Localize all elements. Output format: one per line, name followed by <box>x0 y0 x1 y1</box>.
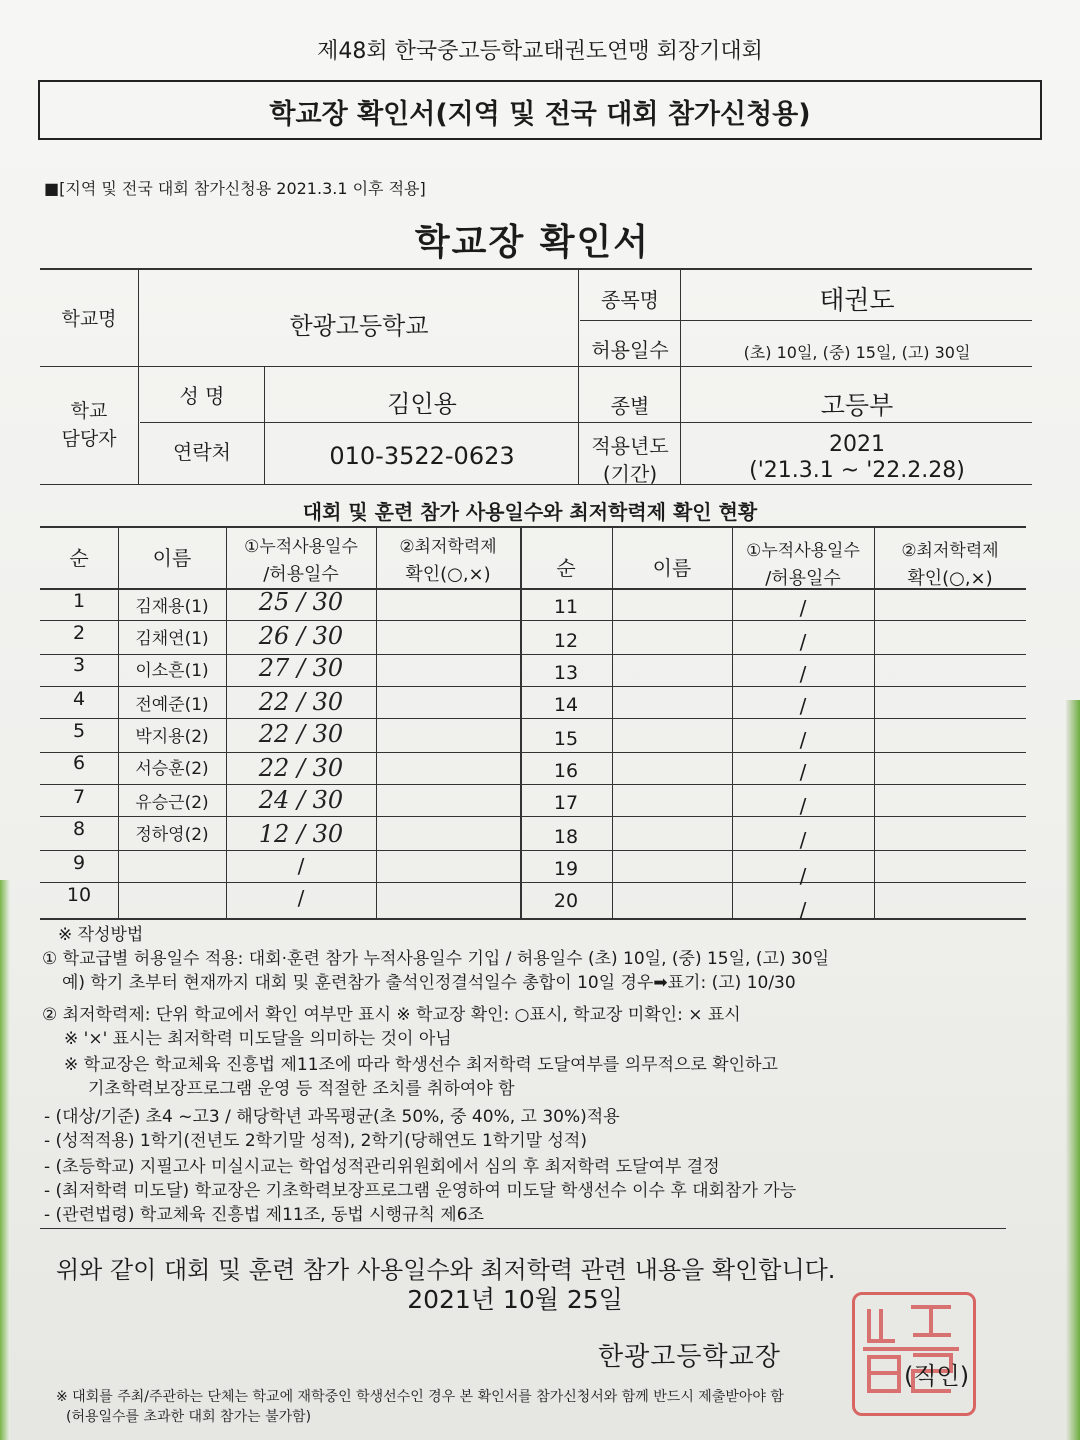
manager-name: 김인용 <box>387 390 457 418</box>
contact-value: 010-3522-0623 <box>329 442 515 470</box>
right-row-days: / <box>799 898 807 922</box>
table-row-line <box>40 816 1026 817</box>
table-row-line <box>40 620 1026 621</box>
right-row-no: 18 <box>553 826 579 848</box>
left-row-days: 27 / 30 <box>258 654 344 682</box>
year-label: 적용년도 <box>591 434 669 458</box>
col-days: ①누적사용일수 <box>244 537 358 557</box>
col-min-right-2: 확인(○,×) <box>907 568 993 589</box>
right-row-days: / <box>799 760 807 784</box>
col-days-2: /허용일수 <box>263 564 339 585</box>
background-edge-left <box>0 880 10 1440</box>
right-row-days: / <box>799 596 807 620</box>
left-row-name: 정하영(2) <box>135 825 209 845</box>
footnote-2: (허용일수를 초과한 대회 참가는 불가함) <box>66 1409 312 1425</box>
info-line <box>140 422 1032 423</box>
right-row-no: 17 <box>553 792 579 814</box>
left-row-days: 24 / 30 <box>258 786 344 814</box>
right-row-days: / <box>799 828 807 852</box>
left-row-name: 유승근(2) <box>135 793 209 813</box>
manager-label-2: 담당자 <box>61 428 117 450</box>
method-line: 기초학력보장프로그램 운영 등 적절한 조치를 취하여야 함 <box>88 1079 515 1099</box>
right-row-days: / <box>799 662 807 686</box>
left-row-no: 3 <box>72 654 86 676</box>
table-row-line <box>40 850 1026 851</box>
period-value: ('21.3.1 ~ '22.2.28) <box>749 458 965 483</box>
method-line: 예) 학기 초부터 현재까지 대회 및 훈련참가 출석인정결석일수 총합이 10일 경우➡표기: (고) 10/30 <box>62 973 796 993</box>
col-no-right: 순 <box>556 556 576 580</box>
table-row-line <box>40 784 1026 785</box>
method-line: ※ 학교장은 학교체육 진흥법 제11조에 따라 학생선수 최저학력 도달여부를 의무적으로 확인하고 <box>64 1055 778 1075</box>
right-row-no: 11 <box>553 596 579 618</box>
method-bottom-border <box>40 1228 1006 1229</box>
left-row-name: 박지용(2) <box>135 727 209 747</box>
left-row-name: 서승훈(2) <box>135 759 209 779</box>
subnote: ■[지역 및 전국 대회 참가신청용 2021.3.1 이후 적용] <box>44 179 426 198</box>
left-row-no: 9 <box>72 852 86 874</box>
division-label: 종별 <box>610 394 650 418</box>
method-line: ① 학교급별 허용일수 적용: 대회·훈련 참가 누적사용일수 기입 / 허용일수 (초) 10일, (중) 15일, (고) 30일 <box>42 949 830 969</box>
info-line <box>40 484 1032 485</box>
right-row-no: 19 <box>553 858 579 880</box>
method-line: - (관련법령) 학교체육 진흥법 제11조, 동법 시행규칙 제6조 <box>44 1205 484 1225</box>
left-row-name: 김채연(1) <box>135 629 209 649</box>
info-vline <box>138 268 139 484</box>
method-line: - (대상/기준) 초4 ~고3 / 해당학년 과목평균(초 50%, 중 40%, 고 30%)적용 <box>44 1107 620 1127</box>
method-line: ② 최저학력제: 단위 학교에서 확인 여부만 표시 ※ 학교장 확인: ○표시, 학교장 미확인: × 표시 <box>42 1005 741 1025</box>
method-line: - (성적적용) 1학기(전년도 2학기말 성적), 2학기(당해연도 1학기말 성적) <box>44 1131 587 1151</box>
table-row-line <box>40 752 1026 753</box>
left-row-days: 22 / 30 <box>258 754 344 782</box>
right-row-no: 13 <box>553 662 579 684</box>
table-row-line <box>40 654 1026 655</box>
left-row-no: 1 <box>72 590 86 612</box>
table-vline <box>612 526 613 918</box>
left-row-days: 25 / 30 <box>258 588 344 616</box>
left-row-name: 전예준(1) <box>135 695 209 715</box>
table-row-line <box>40 882 1026 883</box>
right-row-days: / <box>799 630 807 654</box>
col-min: ②최저학력제 <box>399 537 497 557</box>
table-row-line <box>40 686 1026 687</box>
division-value: 고등부 <box>820 391 894 420</box>
left-row-no: 5 <box>72 720 86 742</box>
right-row-days: / <box>799 864 807 888</box>
event-title: 제48회 한국중고등학교태권도연맹 회장기대회 <box>317 39 763 64</box>
left-row-name: 김재용(1) <box>135 597 209 617</box>
col-name: 이름 <box>152 546 192 570</box>
background-edge <box>1066 700 1080 1440</box>
box-title: 학교장 확인서(지역 및 전국 대회 참가신청용) <box>269 99 811 130</box>
right-row-no: 12 <box>553 630 579 652</box>
left-row-days: 22 / 30 <box>258 720 344 748</box>
method-line: - (최저학력 미도달) 학교장은 기초학력보장프로그램 운영하여 미도달 학생선수 이수 후 대회참가 가능 <box>44 1181 797 1201</box>
school-name: 한광고등학교 <box>289 312 429 340</box>
manager-label: 학교 <box>70 400 108 422</box>
school-seal <box>852 1292 976 1416</box>
left-row-no: 8 <box>72 818 86 840</box>
method-line: ※ '×' 표시는 최저학력 미도달을 의미하는 것이 아님 <box>64 1029 452 1049</box>
right-row-no: 15 <box>553 728 579 750</box>
seal-label: (직인) <box>904 1362 970 1390</box>
footnote: ※ 대회를 주최/주관하는 단체는 학교에 재학중인 학생선수인 경우 본 확인서를 참가신청서와 함께 반드시 제출받아야 함 <box>56 1389 784 1405</box>
left-row-days: 22 / 30 <box>258 688 344 716</box>
method-line: - (초등학교) 지필고사 미실시교는 학업성적관리위원회에서 심의 후 최저학력 도달여부 결정 <box>44 1157 720 1177</box>
left-row-name: 이소흔(1) <box>135 661 209 681</box>
left-row-days: 12 / 30 <box>258 820 344 848</box>
left-row-days: / <box>297 854 305 878</box>
left-row-no: 10 <box>66 884 92 906</box>
col-days-right: ①누적사용일수 <box>746 541 860 561</box>
right-row-days: / <box>799 794 807 818</box>
info-top-border <box>40 268 1032 270</box>
right-row-days: / <box>799 728 807 752</box>
right-row-no: 14 <box>553 694 579 716</box>
page-title: 학교장 확인서 <box>414 222 651 263</box>
info-vline <box>680 268 681 484</box>
right-row-no: 20 <box>553 890 579 912</box>
confirm-statement: 위와 같이 대회 및 훈련 참가 사용일수와 최저학력 관련 내용을 확인합니다. <box>56 1256 836 1284</box>
left-row-days: 26 / 30 <box>258 622 344 650</box>
col-name-right: 이름 <box>652 556 692 580</box>
year-value: 2021 <box>829 432 885 457</box>
col-min-2: 확인(○,×) <box>405 564 491 585</box>
school-label: 학교명 <box>61 308 117 330</box>
table-title: 대회 및 훈련 참가 사용일수와 최저학력제 확인 현황 <box>302 500 758 524</box>
left-row-days: / <box>297 886 305 910</box>
col-days-right-2: /허용일수 <box>765 568 841 589</box>
sport-label: 종목명 <box>601 288 659 312</box>
left-row-no: 6 <box>72 752 86 774</box>
col-no: 순 <box>69 546 89 570</box>
table-top-border <box>40 526 1026 528</box>
method-heading: ※ 작성방법 <box>58 925 144 945</box>
col-min-right: ②최저학력제 <box>901 541 999 561</box>
table-row-line <box>40 718 1026 719</box>
left-row-no: 7 <box>72 786 86 808</box>
allowed-value: (초) 10일, (중) 15일, (고) 30일 <box>743 343 971 362</box>
info-line <box>580 320 1032 321</box>
left-row-no: 2 <box>72 622 86 644</box>
principal-name: 한광고등학교장 <box>598 1342 781 1372</box>
name-label: 성 명 <box>179 384 225 408</box>
right-row-no: 16 <box>553 760 579 782</box>
contact-label: 연락처 <box>173 440 231 464</box>
right-row-days: / <box>799 694 807 718</box>
info-vline <box>264 366 265 484</box>
left-row-no: 4 <box>72 688 86 710</box>
table-bottom-border <box>40 918 1026 920</box>
confirm-date: 2021년 10월 25일 <box>407 1285 623 1314</box>
info-vline <box>578 268 579 484</box>
info-line <box>40 366 1032 367</box>
year-label-2: (기간) <box>602 462 658 486</box>
sport-value: 태권도 <box>819 286 895 316</box>
allowed-label: 허용일수 <box>591 338 669 362</box>
